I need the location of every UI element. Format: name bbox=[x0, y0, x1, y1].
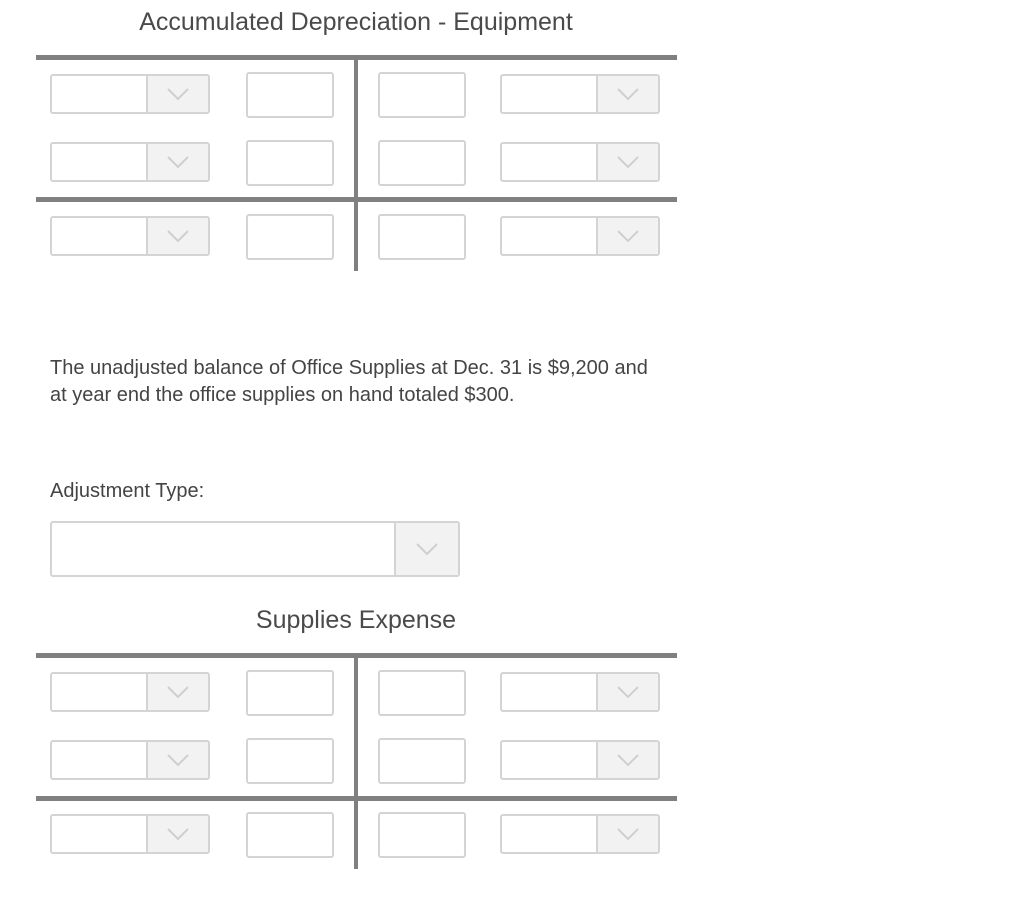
dropdown-button[interactable] bbox=[146, 144, 208, 180]
t-account-title-accumulated-depreciation: Accumulated Depreciation - Equipment bbox=[139, 8, 573, 36]
chevron-down-icon bbox=[166, 753, 190, 767]
credit-account-select-1[interactable] bbox=[500, 74, 660, 114]
chevron-down-icon bbox=[616, 229, 640, 243]
credit-balance-input[interactable] bbox=[378, 214, 466, 260]
chevron-down-icon bbox=[616, 827, 640, 841]
debit-account-select-2[interactable] bbox=[50, 142, 210, 182]
credit-amount-input-2[interactable] bbox=[378, 738, 466, 784]
dropdown-button[interactable] bbox=[596, 742, 658, 778]
dropdown-button[interactable] bbox=[596, 218, 658, 254]
chevron-down-icon bbox=[616, 155, 640, 169]
debit-balance-input[interactable] bbox=[246, 812, 334, 858]
debit-amount-input-2[interactable] bbox=[246, 738, 334, 784]
t-account-2-center-rule bbox=[354, 656, 358, 869]
debit-amount-input-2[interactable] bbox=[246, 140, 334, 186]
chevron-down-icon bbox=[616, 685, 640, 699]
credit-account-select-2[interactable] bbox=[500, 740, 660, 780]
dropdown-button[interactable] bbox=[596, 144, 658, 180]
debit-amount-input-1[interactable] bbox=[246, 72, 334, 118]
chevron-down-icon bbox=[166, 827, 190, 841]
credit-account-select-1[interactable] bbox=[500, 672, 660, 712]
dropdown-button[interactable] bbox=[596, 816, 658, 852]
debit-account-select-1[interactable] bbox=[50, 672, 210, 712]
chevron-down-icon bbox=[415, 542, 439, 556]
debit-amount-input-1[interactable] bbox=[246, 670, 334, 716]
chevron-down-icon bbox=[616, 87, 640, 101]
chevron-down-icon bbox=[616, 753, 640, 767]
dropdown-button[interactable] bbox=[146, 816, 208, 852]
credit-amount-input-1[interactable] bbox=[378, 670, 466, 716]
t-account-1-center-rule bbox=[354, 58, 358, 271]
chevron-down-icon bbox=[166, 685, 190, 699]
chevron-down-icon bbox=[166, 87, 190, 101]
credit-account-select-2[interactable] bbox=[500, 142, 660, 182]
dropdown-button[interactable] bbox=[146, 218, 208, 254]
dropdown-button[interactable] bbox=[596, 76, 658, 112]
debit-balance-select[interactable] bbox=[50, 814, 210, 854]
debit-balance-select[interactable] bbox=[50, 216, 210, 256]
problem-description: The unadjusted balance of Office Supplies at Dec. 31 is $9,200 and at year end the office supplies on hand totaled $300. bbox=[50, 357, 648, 406]
dropdown-button[interactable] bbox=[146, 742, 208, 778]
debit-balance-input[interactable] bbox=[246, 214, 334, 260]
dropdown-button[interactable] bbox=[146, 76, 208, 112]
chevron-down-icon bbox=[166, 155, 190, 169]
credit-balance-input[interactable] bbox=[378, 812, 466, 858]
credit-amount-input-2[interactable] bbox=[378, 140, 466, 186]
credit-balance-select[interactable] bbox=[500, 216, 660, 256]
adjustment-type-label: Adjustment Type: bbox=[50, 480, 205, 502]
debit-account-select-1[interactable] bbox=[50, 74, 210, 114]
dropdown-button[interactable] bbox=[394, 523, 458, 575]
dropdown-button[interactable] bbox=[146, 674, 208, 710]
dropdown-button[interactable] bbox=[596, 674, 658, 710]
debit-account-select-2[interactable] bbox=[50, 740, 210, 780]
chevron-down-icon bbox=[166, 229, 190, 243]
credit-balance-select[interactable] bbox=[500, 814, 660, 854]
t-account-title-supplies-expense: Supplies Expense bbox=[255, 606, 457, 634]
credit-amount-input-1[interactable] bbox=[378, 72, 466, 118]
adjustment-type-select[interactable] bbox=[50, 521, 460, 577]
